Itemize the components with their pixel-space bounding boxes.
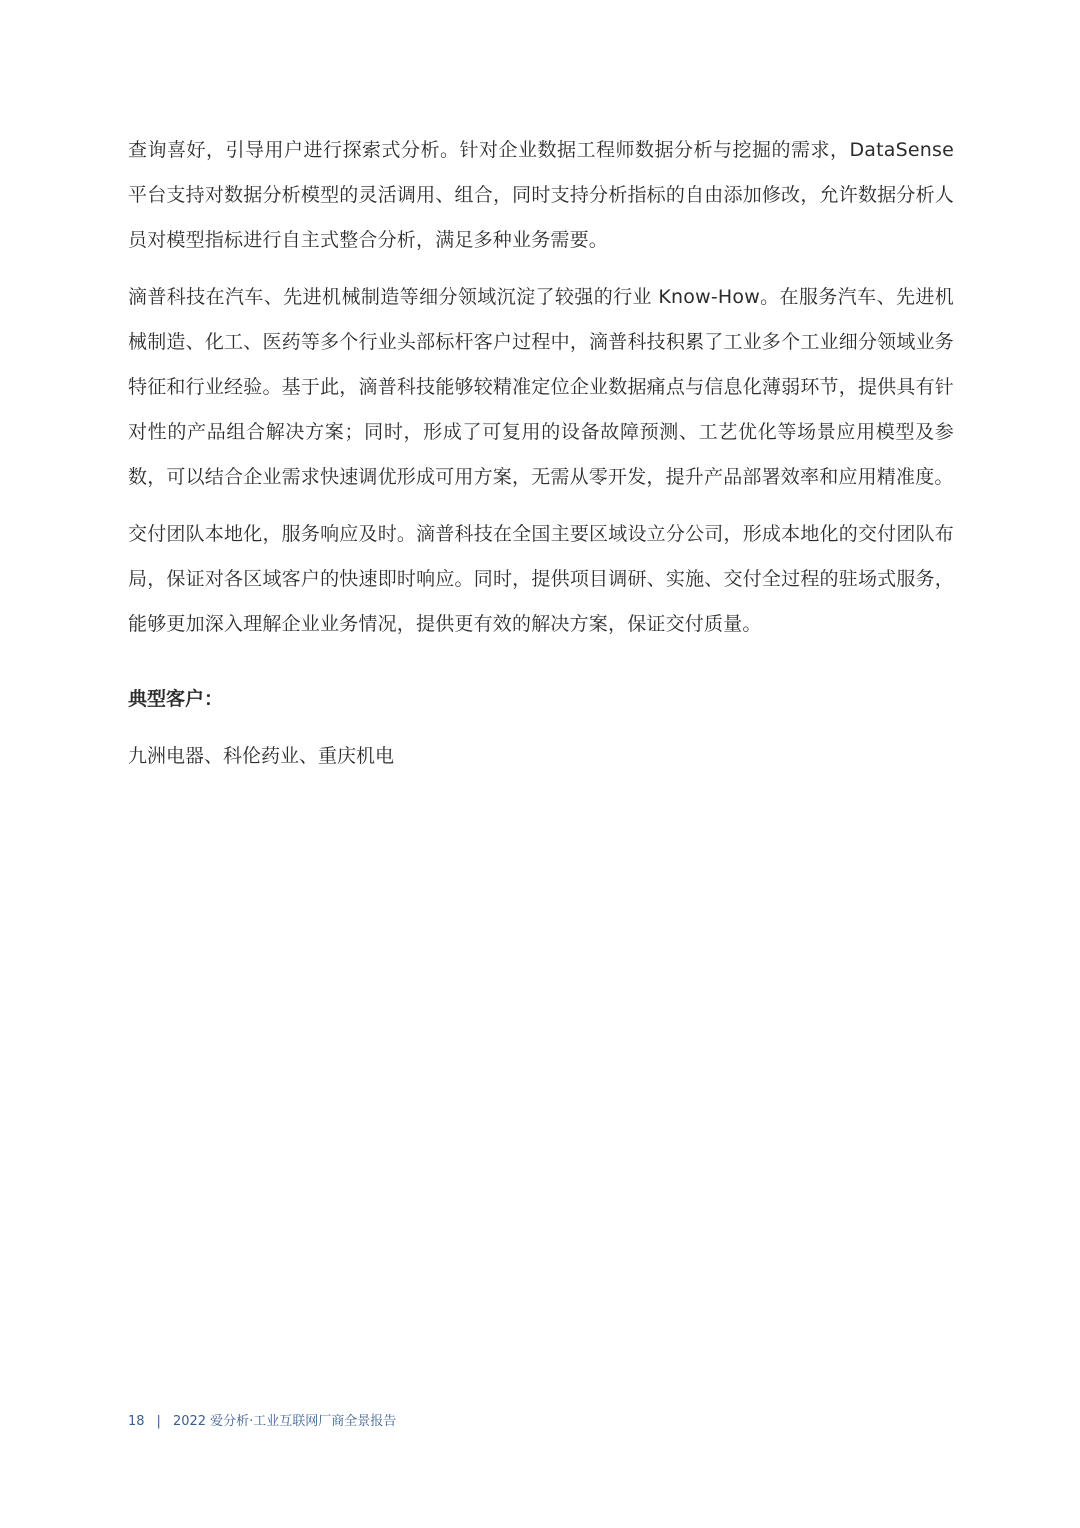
footer-separator: | — [156, 1414, 161, 1429]
report-title: 2022 爱分析·工业互联网厂商全景报告 — [172, 1414, 397, 1429]
page-footer — [128, 1410, 396, 1429]
typical-customers-list: 九洲电器、科伦药业、重庆机电 — [128, 745, 395, 767]
page-number: 18 — [128, 1414, 145, 1429]
paragraph-industry-know-how: 滴普科技在汽车、先进机械制造等细分领域沉淀了较强的行业 Know-How。在服务汽车、先进机械制造、化工、医药等多个行业头部标杆客户过程中，滴普科技积累了工业多个工业细分领域业务特征和行业经验。基于此，滴普科技能够较精准定位企业数据痛点与信息化薄弱环节，提供具有针对性的产品组合解决方案；同时，形成了可复用的设备故障预测、工艺优化等场景应用模型及参数，可以结合企业需求快速调优形成可用方案，无需从零开发，提升产品部署效率和应用精准度。 — [128, 286, 954, 488]
typical-customers-heading: 典型客户： — [128, 688, 224, 710]
main-content — [128, 128, 954, 779]
paragraph-local-delivery: 交付团队本地化，服务响应及时。滴普科技在全国主要区域设立分公司，形成本地化的交付团队布局，保证对各区域客户的快速即时响应。同时，提供项目调研、实施、交付全过程的驻场式服务，能够更加深入理解企业业务情况，提供更有效的解决方案，保证交付质量。 — [128, 523, 954, 635]
paragraph-datasense: 查询喜好，引导用户进行探索式分析。针对企业数据工程师数据分析与挖掘的需求，DataSense 平台支持对数据分析模型的灵活调用、组合，同时支持分析指标的自由添加修改，允许数据分析人员对模型指标进行自主式整合分析，满足多种业务需要。 — [128, 139, 954, 251]
